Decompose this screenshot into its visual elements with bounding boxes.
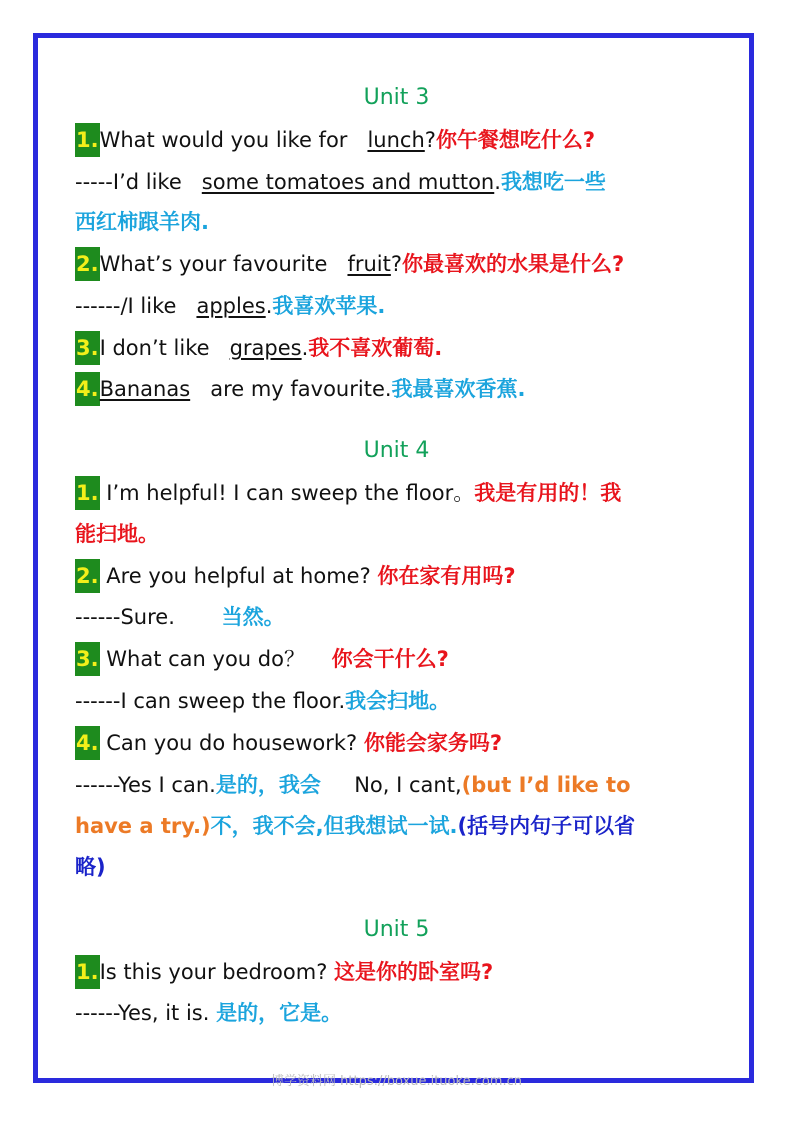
unit3-line-3 <box>75 204 209 240</box>
chinese-translation: 不，我不会,但我想试一试. <box>210 814 458 838</box>
chinese-translation: 当然。 <box>221 605 285 629</box>
unit4-line-1 <box>75 475 621 511</box>
item-number: 2. <box>75 247 100 281</box>
unit4-line-3 <box>75 558 516 594</box>
chinese-translation: 我最喜欢香蕉. <box>391 377 526 401</box>
answer-underlined: apples <box>196 294 266 318</box>
chinese-translation: 你能会家务吗? <box>363 731 503 755</box>
punctuation: ? <box>424 128 436 152</box>
english-text: I don’t like <box>99 336 210 360</box>
item-number: 4. <box>75 372 100 406</box>
chinese-translation: 你最喜欢的水果是什么? <box>402 252 625 276</box>
chinese-translation: 你会干什么? <box>331 647 449 671</box>
unit3-line-6 <box>75 330 442 366</box>
item-number: 1. <box>75 476 100 510</box>
answer-underlined: lunch <box>367 128 425 152</box>
unit4-line-2 <box>75 516 159 552</box>
chinese-translation: 我不喜欢葡萄. <box>308 336 443 360</box>
bracket-note: (括号内句子可以省 <box>457 814 636 838</box>
unit4-line-5 <box>75 641 449 677</box>
unit4-line-4 <box>75 599 285 635</box>
punctuation: . <box>265 294 273 318</box>
english-text: ------Sure. <box>75 605 175 629</box>
punctuation: ? <box>390 252 403 276</box>
english-text: No, I cant, <box>354 773 462 797</box>
optional-english: (but I’d like to <box>461 773 631 797</box>
item-number: 4. <box>75 726 100 760</box>
chinese-translation: 西红柿跟羊肉. <box>75 210 209 234</box>
unit4-line-9 <box>75 808 635 844</box>
punctuation: . <box>301 336 309 360</box>
item-number: 3. <box>75 642 100 676</box>
item-number: 1. <box>75 955 100 989</box>
english-text: What would you like for <box>99 128 348 152</box>
punctuation: . <box>494 170 501 194</box>
chinese-translation: 这是你的卧室吗? <box>334 960 494 984</box>
unit3-line-2 <box>75 164 606 200</box>
unit4-line-6 <box>75 683 450 719</box>
chinese-translation: 我会扫地。 <box>345 689 451 713</box>
bracket-note: 略) <box>75 855 106 879</box>
english-text: Are you helpful at home? <box>99 564 371 588</box>
english-text: ------Yes I can. <box>75 773 216 797</box>
item-number: 2. <box>75 559 100 593</box>
chinese-translation: 我是有用的！我 <box>474 481 622 505</box>
optional-english: have a try.) <box>75 814 211 838</box>
chinese-translation: 是的，我会 <box>215 773 321 797</box>
unit4-line-7 <box>75 725 502 761</box>
unit3-line-7 <box>75 371 526 407</box>
chinese-translation: 你午餐想吃什么? <box>435 128 596 152</box>
english-text: are my favourite. <box>210 377 392 401</box>
answer-underlined: some tomatoes and mutton <box>201 170 495 194</box>
unit3-line-1 <box>75 122 595 158</box>
chinese-translation: 我想吃一些 <box>500 170 606 194</box>
unit3-line-4 <box>75 246 624 282</box>
english-text: What’s your favourite <box>99 252 328 276</box>
english-text: ------I can sweep the floor. <box>75 689 346 713</box>
english-text: ------/I like <box>75 294 177 318</box>
answer-underlined: Bananas <box>99 377 191 401</box>
english-text: Can you do housework? <box>99 731 358 755</box>
unit5-title: Unit 5 <box>363 917 430 942</box>
english-text: What can you do？ <box>99 647 305 671</box>
unit5-line-2 <box>75 995 342 1031</box>
chinese-translation: 你在家有用吗? <box>377 564 516 588</box>
english-text: -----I’d like <box>75 170 182 194</box>
unit4-line-8 <box>75 767 631 803</box>
english-text: Is this your bedroom? <box>99 960 328 984</box>
unit4-title: Unit 4 <box>363 438 430 463</box>
english-text: I’m helpful! I can sweep the floor。 <box>99 481 475 505</box>
chinese-translation: 能扫地。 <box>75 522 159 546</box>
chinese-translation: 我喜欢苹果. <box>272 294 386 318</box>
answer-underlined: fruit <box>347 252 391 276</box>
unit3-title: Unit 3 <box>363 85 430 110</box>
unit3-line-5 <box>75 288 385 324</box>
footer-watermark: 博学资料网 https://boxue.ituoke.com.cn <box>271 1074 522 1089</box>
item-number: 3. <box>75 331 100 365</box>
english-text: ------Yes, it is. <box>75 1001 210 1025</box>
answer-underlined: grapes <box>229 336 302 360</box>
unit4-line-10 <box>75 849 106 885</box>
chinese-translation: 是的，它是。 <box>216 1001 343 1025</box>
item-number: 1. <box>75 123 100 157</box>
unit5-line-1 <box>75 954 493 990</box>
